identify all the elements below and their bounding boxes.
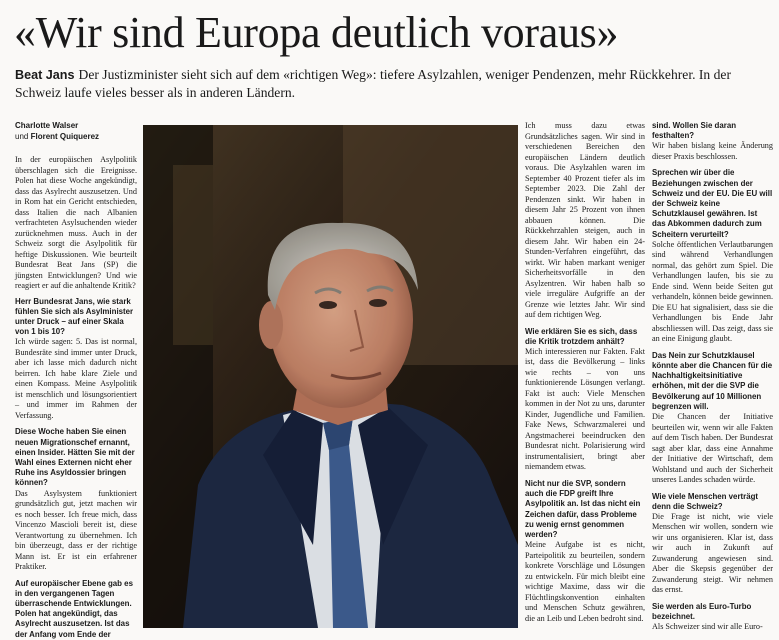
portrait-illustration [143, 125, 518, 628]
lead-kicker: Beat Jans [15, 68, 75, 82]
answer: Die Chancen der Initiative beurteilen wir, wenn wir alle Fakten auf dem Tisch haben. Der Bundesrat sagt aber klar, dass eine Annahme der Initiative der Wirtschaft, dem Wohlstand und auch der Sicherheit unseres Landes schaden würde. [652, 412, 773, 485]
question: Auf europäischer Ebene gab es in den vergangenen Tagen überraschende Entwicklungen. Polen hat angekündigt, das Asylrecht auszusetzen. Ist das der Anfang vom Ende der [15, 578, 133, 639]
byline [15, 121, 137, 142]
byline-author-1: Charlotte Walser [15, 121, 79, 130]
question: Diese Woche haben Sie einen neuen Migrationschef ernannt, einen Insider. Hätten Sie mit der Wahl eines Externen nicht eher Ruhe ins Asyldossier bringen können? [15, 427, 135, 488]
question: Nicht nur die SVP, sondern auch die FDP greift Ihre Asylpolitik an. Ist das nicht ein Zeichen dafür, dass Probleme zu wenig ernst genommen werden? [525, 478, 641, 539]
answer: Wir haben bislang keine Änderung dieser Praxis beschlossen. [652, 141, 773, 161]
answer: Mich interessieren nur Fakten. Fakt ist, dass die Bevölkerung – links wie rechts – von uns funktionierende Lösungen verlangt. Fakt ist auch: Viele Menschen kommen in der Not zu uns, darunter Kinder, Jugendliche und Familien. Fake News, Schwarzmalerei und Angstmacherei beeindrucken den Bundesrat nicht. Polarisierung wird instrumentalisiert, bringt aber niemandem etwas. [525, 346, 645, 472]
headline: «Wir sind Europa deutlich voraus» [14, 8, 619, 57]
answer: Als Schweizer sind wir alle Euro- [652, 622, 763, 632]
question: Das Nein zur Schutzklausel könnte aber die Chancen für die Nachhaltigkeitsinitiative erhöhen, mit der die SVP die Bevölkerung auf 10 Millionen begrenzen will. [652, 350, 773, 411]
column-4 [525, 121, 645, 628]
answer: Ich muss dazu etwas Grundsätzliches sagen. Wir sind in verschiedenen Bereichen den europäischen Ländern deutlich voraus. Die Asylzahlen waren im September 40 Prozent tiefer als im September 2023. Die Zahl der Pendenzen sinkt. Wir haben in diesem Jahr 25 Prozent von ihnen abbauen können. Die Rückkehrzahlen steigen, auch in diesem Jahr. Wir haben ein 24-Stunden-Verfahren eingeführt, das wirkt. Wir haben markant weniger Sicherheitsvorfälle in den Asylzentren. Wir haben halb so viele irreguläre Aufgriffe an der Grenze wie letztes Jahr. Wir sind auf dem richtigen Weg. [525, 121, 645, 319]
question: sind. Wollen Sie daran festhalten? [652, 121, 737, 141]
lead-paragraph [15, 66, 770, 101]
question: Sie werden als Euro-Turbo bezeichnet. [652, 601, 752, 622]
intro-paragraph: In der europäischen Asylpolitik überschlagen sich die Ereignisse. Polen hat diese Woche angekündigt, dass das Asylrecht auszusetzen. Und in Rom hat ein Gericht entschieden, dass Italien die nach Albanien verfrachteten Asylsuchenden wieder zurücknehmen muss. Auch in der Schweiz sorgt die Asylpolitik für heftige Diskussionen. Wie beurteilt Bundesrat Beat Jans (SP) die jüngsten Entwicklungen? Und wie reagiert er auf die anhaltende Kritik? [15, 155, 137, 290]
answer: Meine Aufgabe ist es nicht, Parteipolitik zu beurteilen, sondern konkrete Vorschläge und Lösungen zu entwickeln. Für mich bleibt eine wichtige Maxime, dass wir die Flüchtlingskonvention einhalten und Menschen Schutz gewähren, die an Leib und Leben bedroht sind. [525, 540, 645, 623]
answer: Ich würde sagen: 5. Das ist normal, Bundesräte sind immer unter Druck, aber ich lasse mich dadurch nicht beirren. Ich habe klare Ziele und einen Kompass. Meine Asylpolitik ist menschlich und lösungsorientiert – und immer im Rahmen der Verfassung. [15, 337, 137, 420]
question: Herr Bundesrat Jans, wie stark fühlen Sie sich als Asylminister unter Druck – auf einer Skala von 1 bis 10? [15, 296, 134, 337]
question: Wie viele Menschen verträgt denn die Schweiz? [652, 491, 759, 511]
column-5 [652, 121, 773, 632]
answer: Das Asylsystem funktioniert grundsätzlich gut, jetzt machen wir es noch besser. Ich freue mich, dass Vincenzo Mascioli bereit ist, diese Verantwortung zu übernehmen. Ich bin überzeugt, dass er der richtige Mann ist. Er ist ein erfahrener Praktiker. [15, 488, 137, 572]
lead-text: Der Justizminister sieht sich auf dem «richtigen Weg»: tiefere Asylzahlen, weniger Pendenzen, mehr Rückkehrer. In der Schweiz laufe vieles besser als in anderen Ländern. [15, 67, 731, 100]
byline-connector: und [15, 131, 29, 141]
answer: Die Frage ist nicht, wie viele Menschen wir wollen, sondern wie wir uns organisieren. Klar ist, dass wir auch in Zukunft auf Zuwanderung angewiesen sind. Aber die Skepsis gegenüber der Zuwanderung steigt. Wir nehmen das ernst. [652, 511, 773, 595]
question: Sprechen wir über die Beziehungen zwischen der Schweiz und der EU. Die EU will der Schweiz keine Schutzklausel gewähren. Ist das Abkommen dadurch zum Scheitern verurteilt? [652, 168, 773, 239]
portrait-photo [143, 125, 518, 628]
byline-author-2: Florent Quiquerez [30, 131, 100, 141]
question: Wie erklären Sie es sich, dass die Kritik trotzdem anhält? [525, 326, 638, 346]
column-1 [15, 121, 137, 639]
answer: Solche öffentlichen Verlautbarungen sind während Verhandlungen normal, das gehört zum Spiel. Die Verhandlungen laufen, bis sie zu Ende sind. Wenn beide Seiten gut verhandeln, können beide gewinnen. Die EU hat signalisiert, dass sie die Verhandlungen bis Ende Jahr abschliessen will. Das zeigt, dass sie an eine Einigung glaubt. [652, 239, 773, 344]
